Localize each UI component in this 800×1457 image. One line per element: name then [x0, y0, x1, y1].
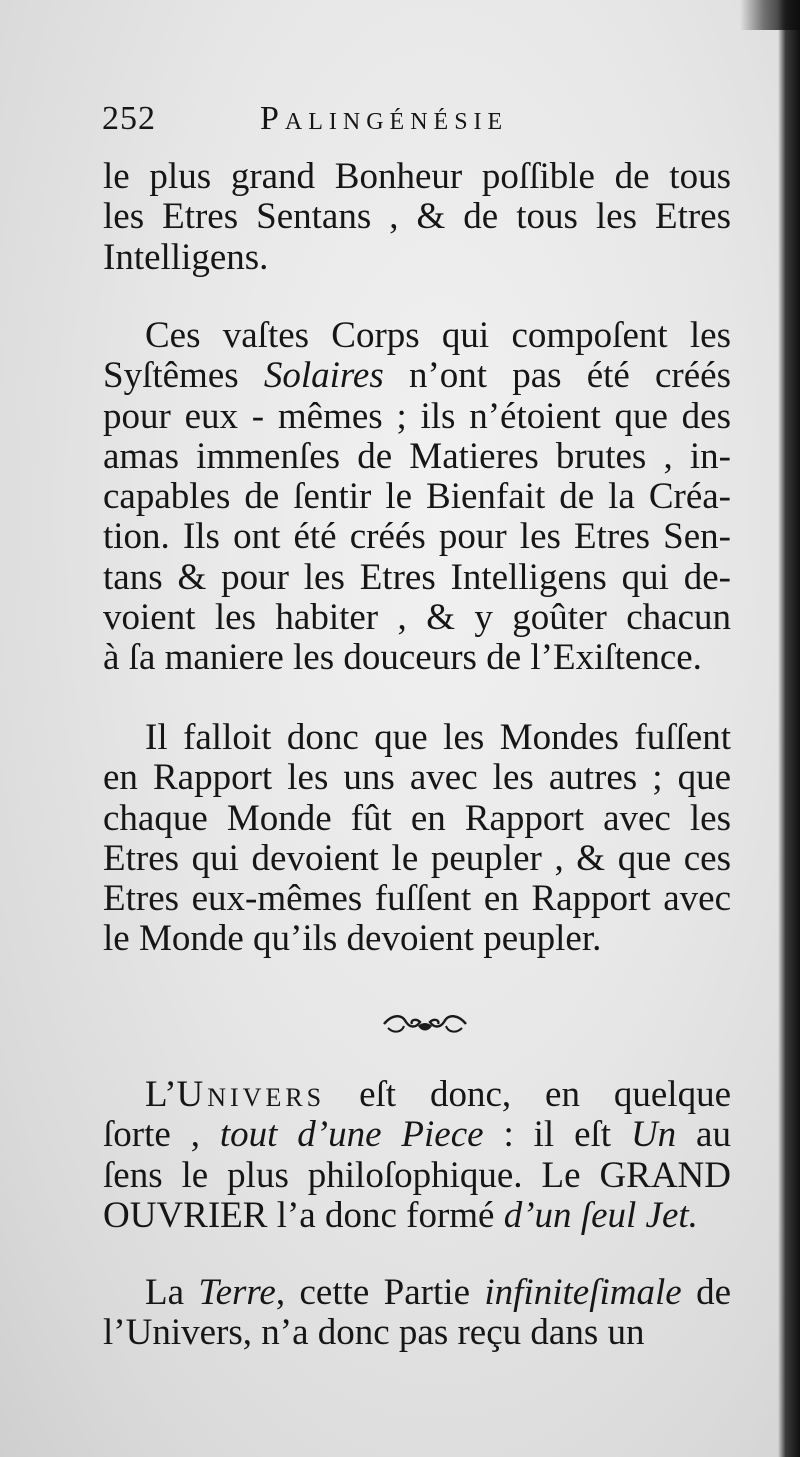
text-line: en Rapport les uns avec les autres ; que — [103, 758, 731, 799]
text-line: Ces vaſtes Corps qui compoſent les — [145, 316, 731, 356]
ornament-fleuron-icon — [380, 1008, 470, 1036]
text-line: L’Univers eſt donc, en quelque — [145, 1075, 731, 1115]
text-line: amas immenſes de Matieres brutes , in- — [103, 436, 731, 477]
text-line: tans & pour les Etres Intelligens qui de- — [103, 557, 731, 598]
paragraph — [103, 1273, 731, 1354]
text-line: capables de ſentir le Bienfait de la Créa- — [103, 477, 731, 518]
text-line: Il falloit donc que les Mondes fuſſent — [145, 718, 731, 758]
text-line: voient les habiter , & y goûter chacun — [103, 598, 731, 639]
text-line: l’Univers, n’a donc pas reçu dans un — [103, 1313, 645, 1354]
text-line: Etres qui devoient le peupler , & que ces — [103, 838, 731, 879]
running-head: Palingénésie — [260, 100, 509, 137]
text-line: les Etres Sentans , & de tous les Etres — [103, 197, 731, 238]
page-header — [102, 100, 742, 150]
paragraph — [103, 1075, 731, 1236]
text-line: La Terre, cette Partie infiniteſimale de — [145, 1273, 731, 1313]
text-line: Syſtêmes Solaires n’ont pas été créés — [103, 356, 731, 397]
text-line: à ſa maniere les douceurs de l’Exiſtence. — [103, 638, 702, 679]
book-edge-shadow — [740, 0, 800, 30]
text-line: pour eux - mêmes ; ils n’étoient que des — [103, 396, 731, 437]
text-line: ſens le plus philoſophique. Le GRAND — [103, 1155, 731, 1196]
text-line: tion. Ils ont été créés pour les Etres Sen- — [103, 517, 731, 558]
text-line: le Monde qu’ils devoient peupler. — [103, 919, 602, 960]
page-number: 252 — [102, 100, 156, 137]
paragraph — [103, 316, 731, 679]
text-line: le plus grand Bonheur poſſible de tous — [103, 157, 731, 197]
text-line: OUVRIER l’a donc formé d’un ſeul Jet. — [103, 1195, 698, 1236]
text-line: Intelligens. — [103, 237, 269, 278]
text-line: chaque Monde fût en Rapport avec les — [103, 798, 731, 839]
paragraph — [103, 157, 731, 278]
book-edge — [778, 0, 800, 1457]
text-line: ſorte , tout d’une Piece : il eſt Un au — [103, 1115, 731, 1156]
text-line: Etres eux-mêmes fuſſent en Rapport avec — [103, 879, 731, 920]
paragraph — [103, 718, 731, 960]
